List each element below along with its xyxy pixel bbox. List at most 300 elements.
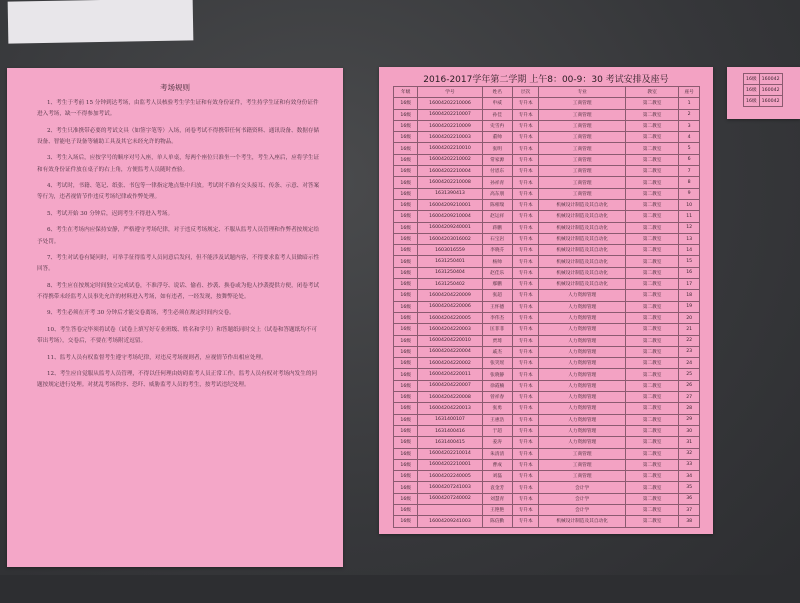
paper-scrap — [8, 0, 194, 44]
table-cell: 16级 — [394, 120, 418, 131]
table-cell: 16级 — [394, 471, 418, 482]
table-cell: 陈信勤 — [482, 516, 512, 527]
table-cell: 第二教室 — [625, 188, 678, 199]
table-cell: 16004209210004 — [418, 211, 482, 222]
table-cell: 16004202210008 — [418, 177, 482, 188]
table-row — [394, 437, 700, 448]
table-cell: 工商管理 — [539, 154, 625, 165]
table-cell: 第二教室 — [625, 177, 678, 188]
table-cell: 专升本 — [512, 358, 539, 369]
table-row — [394, 324, 700, 335]
table-cell: 第二教室 — [625, 166, 678, 177]
table-cell: 16004204220007 — [418, 380, 482, 391]
table-cell: 专升本 — [512, 482, 539, 493]
table-cell: 机械设计制造及其自动化 — [539, 222, 625, 233]
table-cell: 16级 — [394, 177, 418, 188]
table-cell: 10 — [679, 199, 700, 210]
table-cell: 专升本 — [512, 471, 539, 482]
table-cell: 专升本 — [512, 143, 539, 154]
table-cell: 王惠浩 — [482, 414, 512, 425]
table-cell: 16级 — [394, 335, 418, 346]
rule-paragraph: 8、考生应在按规定时间独立完成试卷，不准浮夸、说话、偷看、抄袭、换卷或为他人抄袭提供方便，闭卷考试不得携带未经监考人员事先允许的材料进入考场，如有违者，一经发现，按舞弊论处。 — [37, 282, 320, 300]
table-cell: 29 — [679, 414, 700, 425]
table-cell: 第二教室 — [625, 425, 678, 436]
table-row — [394, 448, 700, 459]
table-cell: 第二教室 — [625, 222, 678, 233]
table-cell: 第二教室 — [625, 132, 678, 143]
table-row — [394, 98, 700, 109]
table-cell: 18 — [679, 290, 700, 301]
table-cell: 会计学 — [539, 493, 625, 504]
table-cell: 工商管理 — [539, 471, 625, 482]
table-cell: 申威 — [482, 98, 512, 109]
table-row — [394, 120, 700, 131]
table-cell: 34 — [679, 471, 700, 482]
column-header: 学号 — [418, 87, 482, 98]
table-row — [394, 380, 700, 391]
table-cell: 16级 — [394, 459, 418, 470]
table-cell: 15 — [679, 256, 700, 267]
table-cell: 人力资源管理 — [539, 392, 625, 403]
table-cell: 专升本 — [512, 233, 539, 244]
table-row — [394, 199, 700, 210]
table-cell: 36 — [679, 493, 700, 504]
table-cell: 4 — [679, 132, 700, 143]
table-cell: 孙祥青 — [482, 177, 512, 188]
table-cell: 12 — [679, 222, 700, 233]
table-cell: 1631400415 — [418, 437, 482, 448]
table-cell: 工商管理 — [539, 459, 625, 470]
table-cell: 160042 — [759, 96, 782, 107]
table-cell: 人力资源管理 — [539, 358, 625, 369]
table-cell: 第二教室 — [625, 267, 678, 278]
table-cell: 机械设计制造及其自动化 — [539, 245, 625, 256]
table-cell: 专升本 — [512, 403, 539, 414]
table-cell: 16级 — [394, 437, 418, 448]
table-cell: 专升本 — [512, 312, 539, 323]
table-cell: 1 — [679, 98, 700, 109]
table-cell: 16级 — [394, 358, 418, 369]
table-cell: 17 — [679, 279, 700, 290]
table-cell: 专升本 — [512, 120, 539, 131]
table-cell: 26 — [679, 380, 700, 391]
table-cell: 人力资源管理 — [539, 403, 625, 414]
table-cell: 13 — [679, 233, 700, 244]
table-cell: 工商管理 — [539, 120, 625, 131]
table-cell: 16 — [679, 267, 700, 278]
rule-paragraph: 6、考生在考场内应保持安静，严格遵守考场纪律，对于违反考场规定、不服从监考人员管理和作弊者按规定给予处罚。 — [37, 227, 320, 245]
table-cell: 6 — [679, 154, 700, 165]
table-cell: 第二教室 — [625, 256, 678, 267]
table-cell: 机械设计制造及其自动化 — [539, 199, 625, 210]
table-cell: 16004204220009 — [418, 290, 482, 301]
table-cell: 第二教室 — [625, 346, 678, 357]
table-cell: 16004209241003 — [418, 516, 482, 527]
table-cell: 专升本 — [512, 132, 539, 143]
table-cell: 专升本 — [512, 324, 539, 335]
table-cell: 专升本 — [512, 211, 539, 222]
table-cell: 专升本 — [512, 188, 539, 199]
table-cell: 16004209210001 — [418, 199, 482, 210]
table-row — [394, 245, 700, 256]
table-cell: 11 — [679, 211, 700, 222]
column-header: 层次 — [512, 87, 539, 98]
table-cell: 会计学 — [539, 482, 625, 493]
rule-paragraph: 9、考生必须在开考 30 分钟后才能交卷离场，考生必须在规定时间内交卷。 — [47, 310, 235, 317]
table-cell: 第二教室 — [625, 279, 678, 290]
rule-paragraph: 10、考生答卷完毕须将试卷（试卷上填写好专业班级、姓名和学号）和答题纸同时交上（试卷和答题纸均不可带出考场），交卷后，不要在考场附近逗留。 — [37, 326, 318, 345]
table-row — [744, 74, 783, 85]
table-cell: 16004202210014 — [418, 448, 482, 459]
table-cell: 14 — [679, 245, 700, 256]
table-cell: 第二教室 — [625, 380, 678, 391]
rule-paragraph: 1、考生于考前 15 分钟到达考场，由监考人员核验考生学生证和有效身份证件，考生持学生证和有效身份证件进入考场，缺一不得参加考试。 — [37, 100, 319, 118]
table-cell: 李晓芬 — [482, 245, 512, 256]
table-row — [394, 177, 700, 188]
table-row — [394, 109, 700, 120]
table-cell: 专升本 — [512, 98, 539, 109]
column-header: 座号 — [679, 87, 700, 98]
table-cell: 第二教室 — [625, 471, 678, 482]
table-cell: 16级 — [394, 504, 418, 515]
table-cell: 李伟杰 — [482, 312, 512, 323]
table-cell: 专升本 — [512, 516, 539, 527]
table-cell: 16004203016002 — [418, 233, 482, 244]
seat-sheet-title: 2016-2017学年第二学期 上午8：00-9：30 考试安排及座号 — [423, 75, 669, 85]
table-cell: 16004202210007 — [418, 109, 482, 120]
table-cell: 刘慧青 — [482, 493, 512, 504]
table-cell: 16004204220013 — [418, 403, 482, 414]
table-cell: 曹成 — [482, 459, 512, 470]
table-cell: 第二教室 — [625, 120, 678, 131]
table-cell: 16级 — [394, 98, 418, 109]
table-cell: 张勇 — [482, 403, 512, 414]
table-cell: 工商管理 — [539, 98, 625, 109]
adjacent-sheet-partial — [727, 67, 800, 119]
table-cell: 第二教室 — [625, 211, 678, 222]
table-row — [394, 301, 700, 312]
table-cell: 第二教室 — [625, 482, 678, 493]
table-cell: 16级 — [394, 392, 418, 403]
table-cell: 张晓静 — [482, 369, 512, 380]
table-cell: 16级 — [394, 380, 418, 391]
table-cell: 22 — [679, 335, 700, 346]
table-cell: 机械设计制造及其自动化 — [539, 256, 625, 267]
table-cell: 16级 — [394, 324, 418, 335]
table-cell: 16级 — [394, 109, 418, 120]
table-cell: 孙佳 — [482, 109, 512, 120]
table-cell: 160042 — [759, 85, 782, 96]
rule-paragraph: 12、考生应自觉服从监考人员管理，不得以任何理由妨碍监考人员正常工作。监考人员有权对考场内发生的问题按规定进行处理。对扰乱考场秩序、恐吓、威胁监考人员的考生，按考试违纪处理。 — [37, 371, 318, 389]
exam-rules-sheet — [7, 68, 343, 567]
table-cell: 人力资源管理 — [539, 346, 625, 357]
table-cell: 第二教室 — [625, 290, 678, 301]
table-cell: 160042 — [759, 74, 782, 85]
table-cell: 28 — [679, 403, 700, 414]
table-cell: 专升本 — [512, 369, 539, 380]
table-cell: 袁金芳 — [482, 482, 512, 493]
table-cell: 第二教室 — [625, 493, 678, 504]
table-cell: 16级 — [394, 199, 418, 210]
table-cell: 23 — [679, 346, 700, 357]
table-cell: 7 — [679, 166, 700, 177]
table-cell: 专升本 — [512, 279, 539, 290]
table-cell: 工商管理 — [539, 143, 625, 154]
table-cell: 16级 — [394, 256, 418, 267]
table-cell: 37 — [679, 504, 700, 515]
table-cell: 27 — [679, 392, 700, 403]
table-cell: 16级 — [394, 188, 418, 199]
table-cell: 5 — [679, 143, 700, 154]
table-cell: 35 — [679, 482, 700, 493]
table-cell: 第二教室 — [625, 504, 678, 515]
table-cell: 16级 — [394, 267, 418, 278]
table-cell: 16级 — [394, 414, 418, 425]
column-header: 年级 — [394, 87, 418, 98]
table-cell: 16级 — [394, 290, 418, 301]
table-cell: 专升本 — [512, 256, 539, 267]
table-cell — [418, 504, 482, 515]
table-cell: 1631390413 — [418, 188, 482, 199]
table-cell: 人力资源管理 — [539, 369, 625, 380]
table-cell: 工商管理 — [539, 188, 625, 199]
table-row — [394, 504, 700, 515]
table-cell: 鄢鹏 — [482, 279, 512, 290]
table-cell: 16004202240005 — [418, 471, 482, 482]
table-cell: 人力资源管理 — [539, 324, 625, 335]
table-cell: 第二教室 — [625, 301, 678, 312]
table-cell: 贾琦 — [482, 335, 512, 346]
table-cell: 1631250402 — [418, 279, 482, 290]
table-row — [394, 358, 700, 369]
table-cell: 38 — [679, 516, 700, 527]
table-cell: 机械设计制造及其自动化 — [539, 267, 625, 278]
table-cell: 16级 — [394, 245, 418, 256]
table-cell: 16004204220006 — [418, 301, 482, 312]
rule-paragraph: 5、考试开始 30 分钟后，迟到考生不得进入考场。 — [47, 210, 174, 217]
table-cell: 21 — [679, 324, 700, 335]
table-cell: 16级 — [744, 74, 760, 85]
table-cell: 专升本 — [512, 459, 539, 470]
table-cell: 16004202210001 — [418, 459, 482, 470]
table-cell: 专升本 — [512, 166, 539, 177]
table-row — [394, 256, 700, 267]
table-row — [394, 211, 700, 222]
rule-paragraph: 2、考生只准携带必要的考试文具（如签字笔等）入场，闭卷考试不得携带任何书籍资料、通讯设备、数据存储设备、智能电子设备等辅助工具及其它未经允许的物品。 — [37, 127, 320, 145]
table-cell: 匡菲菲 — [482, 324, 512, 335]
table-cell: 机械设计制造及其自动化 — [539, 233, 625, 244]
table-cell: 16004202210004 — [418, 166, 482, 177]
table-cell: 16级 — [394, 425, 418, 436]
table-cell: 3 — [679, 120, 700, 131]
table-cell: 16级 — [394, 132, 418, 143]
table-cell: 人力资源管理 — [539, 290, 625, 301]
rule-paragraph: 4、考试时，书籍、笔记、纸张、书包等一律指定地点集中归放。考试时不准有交头接耳、传条、示意、对答案等行为，违者视情节作违反考场纪律或作弊处理。 — [37, 183, 320, 201]
table-row — [394, 516, 700, 527]
table-header-row — [394, 87, 700, 98]
table-cell: 第二教室 — [625, 335, 678, 346]
table-cell: 16004204220004 — [418, 346, 482, 357]
table-cell: 16级 — [394, 154, 418, 165]
table-cell: 16级 — [394, 403, 418, 414]
table-cell: 专升本 — [512, 154, 539, 165]
table-cell: 16级 — [394, 369, 418, 380]
table-row — [394, 154, 700, 165]
table-cell: 16级 — [394, 301, 418, 312]
table-cell: 专升本 — [512, 493, 539, 504]
table-cell: 1631250404 — [418, 267, 482, 278]
table-cell: 专升本 — [512, 301, 539, 312]
table-row — [394, 471, 700, 482]
table-cell: 16级 — [394, 279, 418, 290]
table-cell: 20 — [679, 312, 700, 323]
table-cell: 董帅 — [482, 132, 512, 143]
table-row — [394, 222, 700, 233]
table-cell: 戚杰 — [482, 346, 512, 357]
partial-table — [743, 73, 783, 107]
table-cell: 24 — [679, 358, 700, 369]
table-cell: 工商管理 — [539, 177, 625, 188]
table-cell: 朱清清 — [482, 448, 512, 459]
table-row — [394, 369, 700, 380]
table-cell: 第二教室 — [625, 403, 678, 414]
table-cell: 25 — [679, 369, 700, 380]
table-cell: 人力资源管理 — [539, 414, 625, 425]
table-cell: 16004204220005 — [418, 312, 482, 323]
table-cell: 张明 — [482, 143, 512, 154]
table-cell: 会计学 — [539, 504, 625, 515]
table-cell: 第二教室 — [625, 437, 678, 448]
board-bottom-edge — [0, 575, 800, 603]
rules-title: 考场规则 — [160, 83, 190, 92]
table-cell: 32 — [679, 448, 700, 459]
seat-arrangement-sheet — [379, 67, 713, 534]
table-cell: 专升本 — [512, 177, 539, 188]
table-row — [394, 267, 700, 278]
table-cell: 30 — [679, 425, 700, 436]
table-cell: 史雪冉 — [482, 120, 512, 131]
table-cell: 16004204220011 — [418, 369, 482, 380]
table-row — [394, 403, 700, 414]
rule-paragraph: 11、监考人员有权监督考生遵守考场纪律，对违反考场规则者，应视情节作出相应处理。 — [47, 354, 267, 361]
table-cell: 16级 — [394, 312, 418, 323]
table-cell: 徐霞楠 — [482, 380, 512, 391]
table-cell: 第二教室 — [625, 516, 678, 527]
rule-paragraph: 7、考生对试卷有疑问时，可举手征得监考人员同意后发问，但不能涉及试题内容，不得要求监考人员做暗示性回答。 — [37, 255, 320, 273]
table-row — [394, 188, 700, 199]
table-row — [394, 233, 700, 244]
table-cell: 蒋鹏 — [482, 222, 512, 233]
table-cell: 专升本 — [512, 267, 539, 278]
table-cell: 第二教室 — [625, 448, 678, 459]
table-cell: 16级 — [394, 516, 418, 527]
table-row — [394, 392, 700, 403]
table-cell: 16004204220010 — [418, 335, 482, 346]
table-cell: 第二教室 — [625, 459, 678, 470]
table-cell: 人力资源管理 — [539, 335, 625, 346]
table-row — [744, 96, 783, 107]
table-cell: 常家源 — [482, 154, 512, 165]
table-cell: 16004202210006 — [418, 98, 482, 109]
table-cell: 刘磊 — [482, 471, 512, 482]
table-cell: 9 — [679, 188, 700, 199]
table-cell: 赵佳乐 — [482, 267, 512, 278]
table-cell: 专升本 — [512, 414, 539, 425]
table-row — [394, 143, 700, 154]
table-cell: 张超 — [482, 290, 512, 301]
table-cell: 专升本 — [512, 222, 539, 233]
table-row — [394, 346, 700, 357]
table-cell: 第二教室 — [625, 369, 678, 380]
table-cell: 16004202210003 — [418, 132, 482, 143]
table-row — [394, 132, 700, 143]
table-cell: 赵运祥 — [482, 211, 512, 222]
table-cell: 专升本 — [512, 199, 539, 210]
column-header: 专业 — [539, 87, 625, 98]
table-cell: 专升本 — [512, 335, 539, 346]
table-cell: 16级 — [394, 233, 418, 244]
table-cell: 16004204220003 — [418, 324, 482, 335]
seat-table — [393, 86, 700, 528]
table-cell: 曾祥春 — [482, 392, 512, 403]
table-cell: 1631400107 — [418, 414, 482, 425]
table-cell: 专升本 — [512, 109, 539, 120]
column-header: 姓名 — [482, 87, 512, 98]
table-cell: 高东朋 — [482, 188, 512, 199]
table-cell: 机械设计制造及其自动化 — [539, 516, 625, 527]
table-cell: 33 — [679, 459, 700, 470]
rules-body — [37, 98, 321, 397]
table-cell: 专升本 — [512, 425, 539, 436]
table-cell: 姜涛 — [482, 437, 512, 448]
table-cell: 张笑瑶 — [482, 358, 512, 369]
table-cell: 1631400416 — [418, 425, 482, 436]
table-row — [744, 85, 783, 96]
table-cell: 16004209240001 — [418, 222, 482, 233]
table-cell: 专升本 — [512, 380, 539, 391]
table-cell: 16级 — [744, 96, 760, 107]
table-cell: 工商管理 — [539, 166, 625, 177]
table-cell: 16004202210010 — [418, 143, 482, 154]
table-cell: 16004202210009 — [418, 120, 482, 131]
table-cell: 机械设计制造及其自动化 — [539, 211, 625, 222]
table-cell: 专升本 — [512, 245, 539, 256]
table-cell: 16级 — [394, 482, 418, 493]
table-cell: 石宝岩 — [482, 233, 512, 244]
table-cell: 机械设计制造及其自动化 — [539, 279, 625, 290]
table-cell: 人力资源管理 — [539, 437, 625, 448]
table-cell: 第二教室 — [625, 199, 678, 210]
table-cell: 专升本 — [512, 290, 539, 301]
table-row — [394, 290, 700, 301]
table-cell: 16004202210002 — [418, 154, 482, 165]
table-cell: 2 — [679, 109, 700, 120]
table-cell: 王怀德 — [482, 301, 512, 312]
table-cell: 第二教室 — [625, 312, 678, 323]
table-cell: 16004204220008 — [418, 392, 482, 403]
table-cell: 16级 — [394, 448, 418, 459]
table-cell: 陈相瑞 — [482, 199, 512, 210]
rule-paragraph: 3、考生入场后，应按学号的顺序对号入座，单人单桌，每两个座位只准坐一个考生，考生入座后，应将学生证和有效身份证件放在桌子的右上角，方便监考人员随时查验。 — [37, 155, 320, 173]
table-cell: 第二教室 — [625, 324, 678, 335]
table-cell: 专升本 — [512, 346, 539, 357]
table-cell: 16级 — [394, 211, 418, 222]
table-cell: 第二教室 — [625, 109, 678, 120]
table-cell: 第二教室 — [625, 358, 678, 369]
table-cell: 16级 — [394, 166, 418, 177]
table-row — [394, 425, 700, 436]
column-header: 教室 — [625, 87, 678, 98]
